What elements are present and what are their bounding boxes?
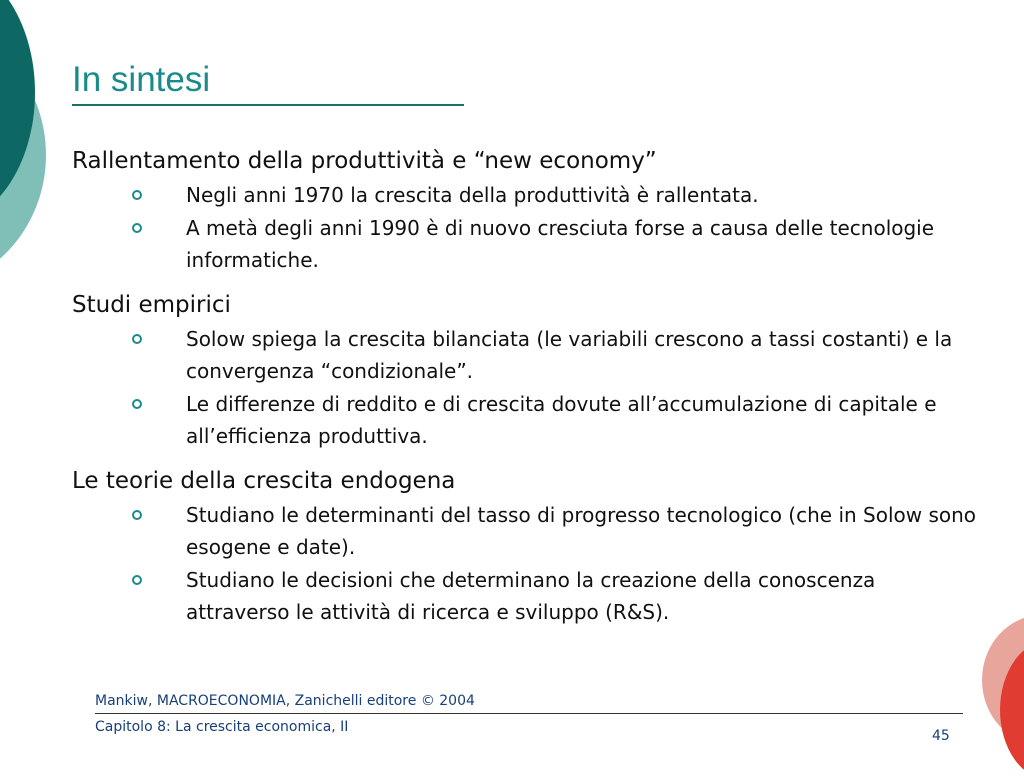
list-item	[72, 212, 982, 276]
bullet-icon	[132, 223, 142, 233]
bullet-icon	[132, 334, 142, 344]
bullet-icon	[132, 190, 142, 200]
section-heading: Studi empirici	[72, 292, 231, 318]
slide-title: In sintesi	[72, 60, 211, 99]
bullet-icon	[132, 510, 142, 520]
list-item	[72, 564, 982, 628]
section-heading: Le teorie della crescita endogena	[72, 468, 456, 494]
list-item	[72, 323, 982, 387]
list-item-text: Studiano le decisioni che determinano la creazione della conoscenza attraverso le attività di ricerca e sviluppo (R&S).	[186, 568, 876, 624]
list-item-text: Negli anni 1970 la crescita della produttività è rallentata.	[186, 183, 759, 207]
bullet-icon	[132, 575, 142, 585]
slide-content	[72, 144, 982, 640]
bullet-list	[72, 323, 982, 452]
list-item	[72, 388, 982, 452]
section-heading: Rallentamento della produttività e “new economy”	[72, 148, 657, 174]
bullet-list	[72, 179, 982, 276]
list-item-text: Studiano le determinanti del tasso di progresso tecnologico (che in Solow sono esogene e date).	[186, 503, 977, 559]
section-empirical-studies	[72, 288, 982, 452]
list-item-text: A metà degli anni 1990 è di nuovo cresciuta forse a causa delle tecnologie informatiche.	[186, 216, 935, 272]
bullet-icon	[132, 399, 142, 409]
footer-chapter: Capitolo 8: La crescita economica, II	[95, 719, 349, 735]
section-endogenous-growth	[72, 464, 982, 628]
title-underline	[72, 104, 464, 106]
footer-divider	[95, 713, 963, 714]
bullet-list	[72, 499, 982, 628]
section-productivity	[72, 144, 982, 276]
page-number: 45	[932, 728, 950, 744]
list-item-text: Solow spiega la crescita bilanciata (le variabili crescono a tassi costanti) e la convergenza “condizionale”.	[186, 327, 953, 383]
list-item-text: Le differenze di reddito e di crescita dovute all’accumulazione di capitale e all’efficienza produttiva.	[186, 392, 937, 448]
list-item	[72, 499, 982, 563]
list-item	[72, 179, 982, 211]
footer-publisher: Mankiw, MACROECONOMIA, Zanichelli editore © 2004	[95, 693, 475, 709]
